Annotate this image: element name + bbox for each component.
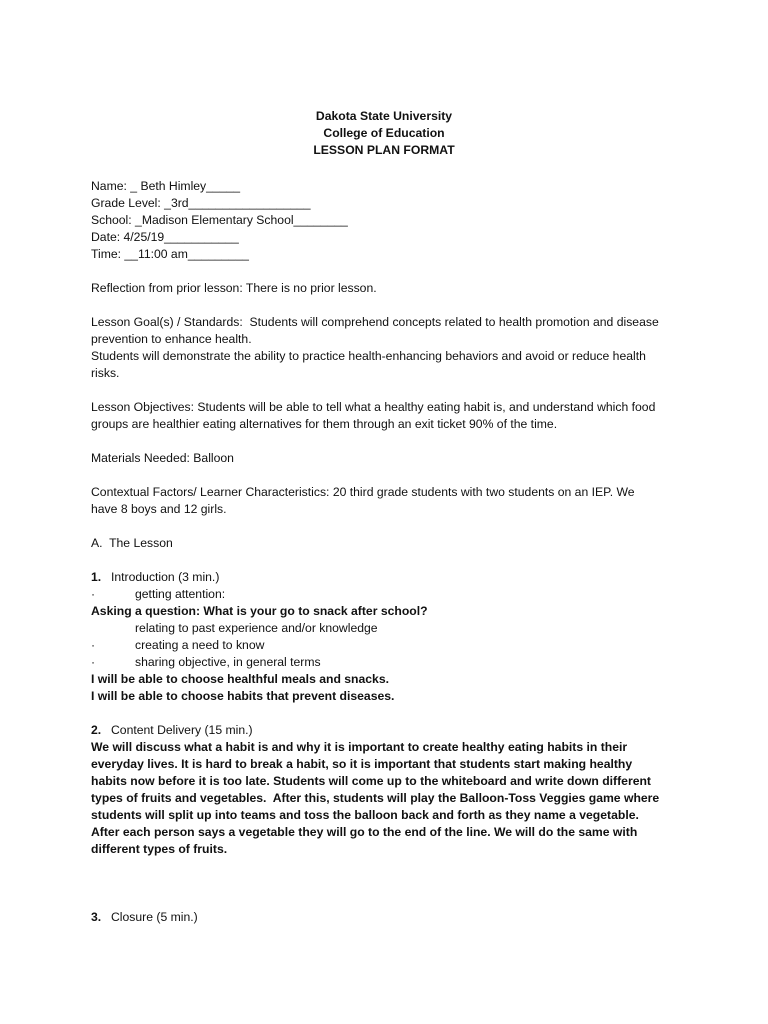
content-line: After each person says a vegetable they will go to the end of the line. We will do the same with bbox=[91, 825, 638, 839]
objectives-line: groups are healthier eating alternatives for them through an exit ticket 90% of the time. bbox=[91, 417, 558, 431]
time-field: Time: __11:00 am_________ bbox=[91, 247, 249, 261]
university-name: Dakota State University bbox=[315, 109, 453, 123]
bullet-text: creating a need to know bbox=[135, 638, 265, 652]
section-title: Content Delivery (15 min.) bbox=[111, 723, 253, 737]
goals-line: Students will demonstrate the ability to practice health-enhancing behaviors and avoid or reduce health bbox=[91, 349, 646, 363]
contextual-line: have 8 boys and 12 girls. bbox=[91, 502, 227, 516]
contextual-line: Contextual Factors/ Learner Characteristics: 20 third grade students with two students on an IEP. We bbox=[91, 485, 635, 499]
introduction-section bbox=[91, 569, 691, 705]
lesson-heading: A. The Lesson bbox=[91, 536, 173, 550]
lesson-objectives bbox=[91, 399, 691, 433]
date-field: Date: 4/25/19___________ bbox=[91, 230, 239, 244]
grade-level-field: Grade Level: _3rd__________________ bbox=[91, 196, 311, 210]
contextual-factors bbox=[91, 484, 691, 518]
bullet-icon: · bbox=[91, 587, 96, 601]
intro-question: Asking a question: What is your go to snack after school? bbox=[91, 604, 428, 618]
section-title: Closure (5 min.) bbox=[111, 910, 198, 924]
section-title: Introduction (3 min.) bbox=[111, 570, 220, 584]
bullet-item bbox=[91, 637, 691, 654]
section-number: 1. bbox=[91, 570, 102, 584]
closure-section bbox=[91, 909, 691, 926]
bullet-icon: · bbox=[91, 655, 96, 669]
bullet-text: getting attention: bbox=[135, 587, 226, 601]
document-header bbox=[0, 108, 768, 159]
goals-line: risks. bbox=[91, 366, 120, 380]
content-line: We will discuss what a habit is and why it is important to create healthy eating habits in their bbox=[91, 740, 628, 754]
bullet-item bbox=[91, 586, 691, 603]
goals-line: prevention to enhance health. bbox=[91, 332, 252, 346]
content-line: types of fruits and vegetables. After this, students will play the Balloon-Toss Veggies game where bbox=[91, 791, 660, 805]
intro-objective: I will be able to choose healthful meals and snacks. bbox=[91, 672, 390, 686]
lesson-goals bbox=[91, 314, 691, 382]
document-body bbox=[91, 178, 691, 926]
school-field: School: _Madison Elementary School________ bbox=[91, 213, 348, 227]
bullet-text: sharing objective, in general terms bbox=[135, 655, 321, 669]
reflection-text: Reflection from prior lesson: There is no prior lesson. bbox=[91, 281, 377, 295]
materials-text: Materials Needed: Balloon bbox=[91, 451, 234, 465]
closure-heading bbox=[91, 909, 691, 926]
intro-objective: I will be able to choose habits that prevent diseases. bbox=[91, 689, 395, 703]
college-name: College of Education bbox=[323, 126, 445, 140]
bullet-item bbox=[91, 654, 691, 671]
content-line: habits now before it is too late. Students will come up to the whiteboard and write down different bbox=[91, 774, 651, 788]
content-line: everyday lives. It is hard to break a habit, so it is important that students start making healthy bbox=[91, 757, 633, 771]
bullet-text: relating to past experience and/or knowledge bbox=[135, 621, 378, 635]
content-line: students will split up into teams and toss the balloon back and forth as they name a vegetable. bbox=[91, 808, 639, 822]
bullet-icon: · bbox=[91, 638, 96, 652]
introduction-heading bbox=[91, 569, 691, 586]
document-title: LESSON PLAN FORMAT bbox=[313, 143, 455, 157]
content-line: different types of fruits. bbox=[91, 842, 228, 856]
section-number: 2. bbox=[91, 723, 102, 737]
goals-line: Lesson Goal(s) / Standards: Students will comprehend concepts related to health promotion and disease bbox=[91, 315, 659, 329]
name-field: Name: _ Beth Himley_____ bbox=[91, 179, 241, 193]
content-delivery-heading bbox=[91, 722, 691, 739]
content-delivery-section bbox=[91, 722, 691, 858]
section-number: 3. bbox=[91, 910, 102, 924]
objectives-line: Lesson Objectives: Students will be able to tell what a healthy eating habit is, and understand which food bbox=[91, 400, 656, 414]
